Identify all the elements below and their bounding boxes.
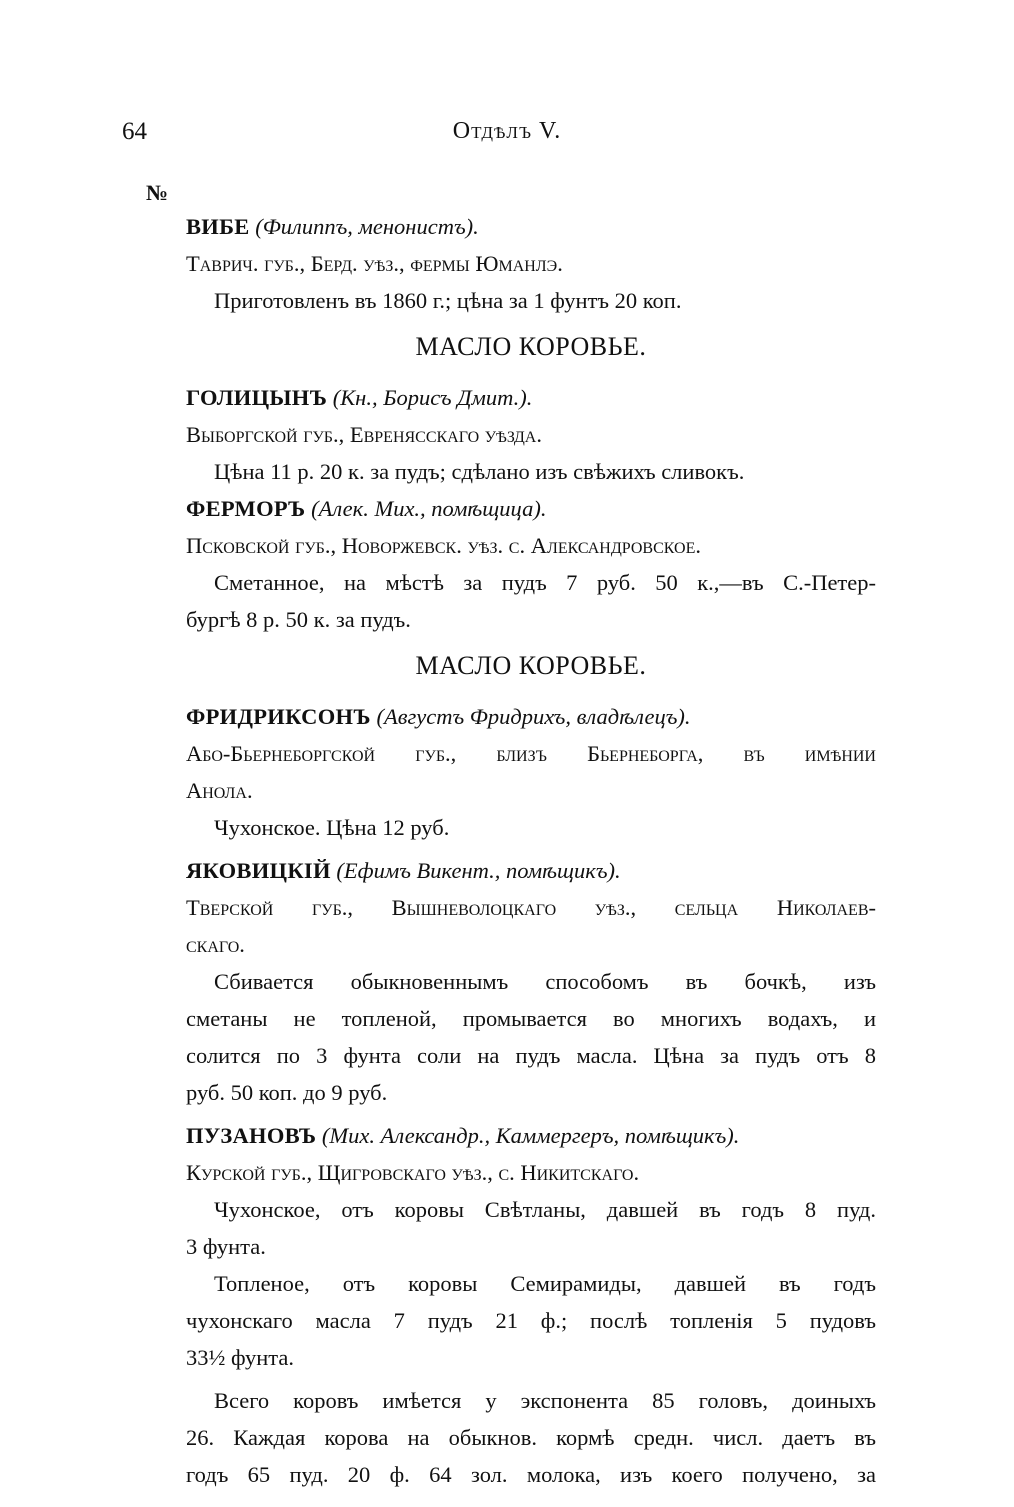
exhibitor-note: (Алек. Мих., помѣщица). [311,496,547,521]
exhibitor-name: ФЕРМОРЪ [186,496,306,521]
section-heading: МАСЛО КОРОВЬЕ. [415,332,647,361]
entry-description: Приготовленъ въ 1860 г.; цѣна за 1 фунтъ 20 коп. [214,288,682,313]
exhibitor-name: ПУЗАНОВЪ [186,1123,317,1148]
entry-location: Псковской губ., Новоржевск. уѣз. с. Александровское. [186,533,701,558]
entry-description-cont: солится по 3 фунта соли на пудъ масла. Цѣна за пудъ отъ 8 [186,1043,876,1068]
entry-header [186,490,876,527]
entry-header [186,379,876,416]
entry-description: Всего коровъ имѣется у экспонента 85 головъ, доиныхъ [214,1388,876,1413]
entry-location: Тверской губ., Вышневолоцкаго уѣз., сельца Николаев- [186,895,876,920]
exhibitor-name: ГОЛИЦЫНЪ [186,385,328,410]
entry-location-cont: Анола. [186,778,253,803]
exhibitor-name: ВИБЕ [186,214,250,239]
exhibitor-note: (Филиппъ, менонистъ). [255,214,479,239]
exhibitor-note: (Ефимъ Викент., помѣщикъ). [336,858,621,883]
page-number: 64 [122,118,147,145]
entry-description-cont: сметаны не топленой, промывается во многихъ водахъ, и [186,1006,876,1031]
exhibitor-note: (Августъ Фридрихъ, владѣлецъ). [376,704,691,729]
exhibitor-note: (Кн., Борисъ Дмит.). [332,385,533,410]
entry-description-cont: 33½ фунта. [186,1345,295,1370]
entry-description: Чухонское. Цѣна 12 руб. [214,815,450,840]
entry-header [186,208,876,245]
entry-description-cont: чухонскаго масла 7 пудъ 21 ф.; послѣ топленія 5 пудовъ [186,1308,876,1333]
entry-description-cont: бургѣ 8 р. 50 к. за пудъ. [186,607,411,632]
number-sign: № [146,180,169,205]
entry-location: Таврич. губ., Берд. уѣз., фермы Юманлэ. [186,251,563,276]
entry-header [186,1117,876,1154]
entry-description: Сбивается обыкновеннымъ способомъ въ бочкѣ, изъ [214,969,876,994]
entry-location: Выборгской губ., Евренясскаго уѣзда. [186,422,542,447]
entry-description: Сметанное, на мѣстѣ за пудъ 7 руб. 50 к.,—въ С.-Петер- [214,570,876,595]
entry-description: Топленое, отъ коровы Семирамиды, давшей въ годъ [214,1271,876,1296]
entry-description-cont: руб. 50 коп. до 9 руб. [186,1080,388,1105]
entry-description: Цѣна 11 р. 20 к. за пудъ; сдѣлано изъ свѣжихъ сливокъ. [214,459,745,484]
exhibitor-name: ФРИДРИКСОНЪ [186,704,371,729]
entry-header [186,852,876,889]
entry-description-cont: 26. Каждая корова на обыкнов. кормѣ средн. числ. даетъ въ [186,1425,876,1450]
running-head: Отдѣлъ V. [452,118,562,144]
page-header [0,118,1014,152]
entry-header [186,698,876,735]
entry-description: Чухонское, отъ коровы Свѣтланы, давшей въ годъ 8 пуд. [214,1197,876,1222]
exhibitor-note: (Мих. Александр., Каммергеръ, помѣщикъ). [321,1123,740,1148]
body-text [186,208,876,1493]
entry-location-cont: скаго. [186,932,245,957]
section-heading: МАСЛО КОРОВЬЕ. [415,651,647,680]
entry-location: Або-Бьернеборгской губ., близъ Бьернеборга, въ имѣнии [186,741,876,766]
entry-description-cont: годъ 65 пуд. 20 ф. 64 зол. молока, изъ коего получено, за [186,1462,876,1487]
exhibitor-name: ЯКОВИЦКІЙ [186,858,331,883]
entry-location: Курской губ., Щигровскаго уѣз., с. Никитскаго. [186,1160,640,1185]
entry-description-cont: 3 фунта. [186,1234,266,1259]
